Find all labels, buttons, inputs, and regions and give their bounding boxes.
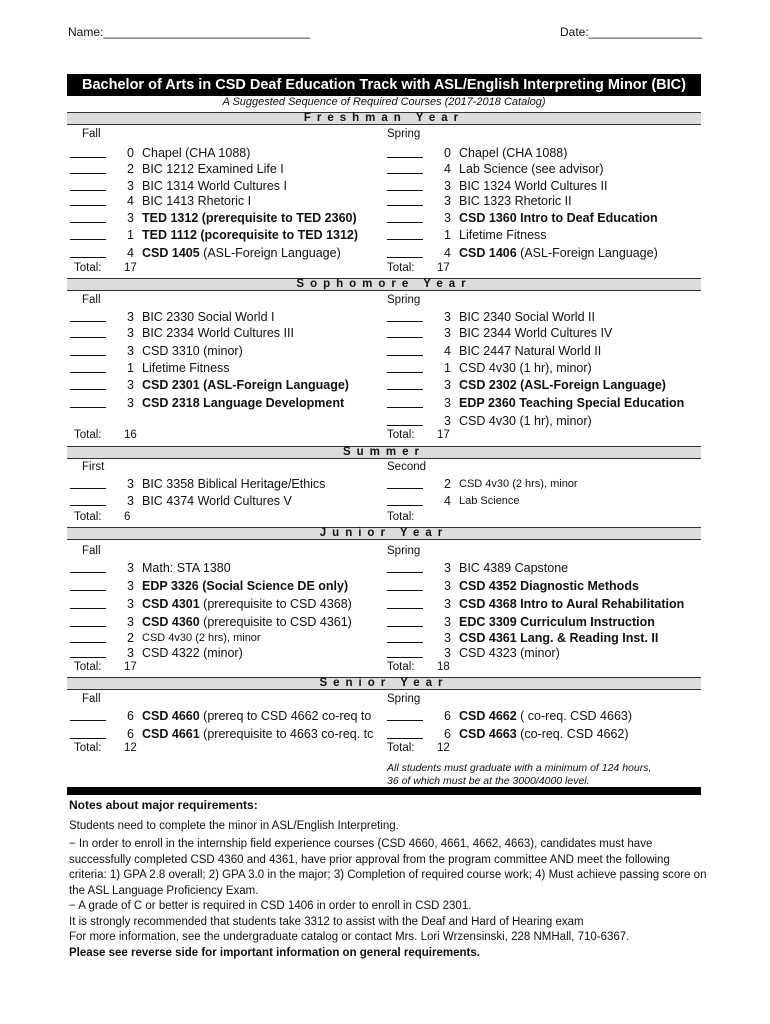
- total-value: 12: [124, 742, 137, 754]
- grade-blank[interactable]: [387, 343, 423, 356]
- course-note: (prerequisite to CSD 4361): [199, 615, 352, 629]
- sophomore-course-row: [70, 343, 386, 360]
- credit-hours: 3: [444, 310, 451, 324]
- summer-right-total: [387, 511, 415, 523]
- credit-hours: 3: [127, 579, 134, 593]
- course-code: EDC 3309 Curriculum Instruction: [459, 615, 655, 629]
- notes-section: [69, 798, 709, 961]
- course-name: [459, 309, 707, 326]
- senior-year-title: Senior Year: [319, 677, 449, 689]
- total-value: 18: [437, 661, 450, 673]
- sophomore-course-row: [387, 413, 707, 430]
- sophomore-course-row: [70, 325, 386, 342]
- credit-hours: 3: [444, 579, 451, 593]
- credit-hours: 3: [127, 310, 134, 324]
- course-name: [459, 395, 707, 412]
- notes-grade-requirement: − A grade of C or better is required in CSD 1406 in order to enroll in CSD 2301.: [69, 900, 472, 912]
- grade-blank[interactable]: [70, 560, 106, 573]
- course-code: Lab Science (see advisor): [459, 162, 604, 176]
- total-label: Total:: [74, 661, 102, 673]
- course-code: BIC 2330 Social World I: [142, 310, 275, 324]
- course-name: [459, 145, 707, 162]
- course-name: [459, 377, 707, 394]
- grade-blank[interactable]: [387, 193, 423, 206]
- graduation-note-line-1: All students must graduate with a minimum of 124 hours,: [387, 762, 652, 774]
- section-divider-black: [67, 787, 701, 795]
- total-label: Total:: [387, 661, 415, 673]
- credit-hours: 0: [127, 146, 134, 160]
- course-code: CSD 1405: [142, 246, 200, 260]
- course-name: [459, 360, 707, 377]
- credit-hours: 3: [127, 646, 134, 660]
- sophomore-left-total: [74, 429, 137, 441]
- junior-course-row: [387, 645, 707, 662]
- freshman-course-row: [387, 193, 707, 210]
- junior-course-row: [387, 614, 707, 631]
- credit-hours: 3: [444, 211, 451, 225]
- credit-hours: 3: [444, 194, 451, 208]
- grade-blank[interactable]: [70, 377, 106, 390]
- grade-blank[interactable]: [387, 708, 423, 721]
- freshman-course-row: [70, 210, 386, 227]
- course-name: [459, 645, 707, 662]
- date-field-label: Date:_________________: [560, 25, 703, 39]
- sophomore-course-row: [387, 395, 707, 412]
- course-note: (prerequisite to 4663 co-req. tc: [199, 727, 374, 741]
- credit-hours: 3: [127, 179, 134, 193]
- course-code: CSD 2302 (ASL-Foreign Language): [459, 378, 666, 392]
- course-code: EDP 3326 (Social Science DE only): [142, 579, 349, 593]
- junior-course-row: [70, 614, 386, 631]
- course-name: [142, 645, 386, 662]
- course-code: BIC 4374 World Cultures V: [142, 494, 292, 508]
- credit-hours: 3: [444, 631, 451, 645]
- course-name: [142, 596, 386, 613]
- course-code: CSD 4v30 (2 hrs), minor: [142, 632, 261, 644]
- credit-hours: 1: [127, 228, 134, 242]
- course-code: BIC 2344 World Cultures IV: [459, 326, 613, 340]
- course-code: CSD 4322 (minor): [142, 646, 243, 660]
- course-code: Lab Science: [459, 495, 520, 507]
- notes-reverse-side: Please see reverse side for important information on general requirements.: [69, 946, 480, 959]
- credit-hours: 3: [127, 344, 134, 358]
- total-label: Total:: [387, 511, 415, 523]
- course-code: BIC 2340 Social World II: [459, 310, 595, 324]
- sophomore-right-total: [387, 429, 450, 441]
- course-code: Math: STA 1380: [142, 561, 231, 575]
- course-code: BIC 2334 World Cultures III: [142, 326, 294, 340]
- sophomore-course-row: [387, 325, 707, 342]
- junior-course-row: [70, 645, 386, 662]
- senior-left-total: [74, 742, 137, 754]
- credit-hours: 4: [127, 194, 134, 208]
- credit-hours: 4: [444, 344, 451, 358]
- credit-hours: 3: [444, 615, 451, 629]
- credit-hours: 3: [127, 477, 134, 491]
- page-subtitle: A Suggested Sequence of Required Courses (2017-2018 Catalog): [222, 96, 546, 108]
- notes-recommendation: It is strongly recommended that students take 3312 to assist with the Deaf and Hard of Hearing exam: [69, 915, 584, 928]
- sophomore-right-semester-label: Spring: [387, 294, 421, 306]
- credit-hours: 3: [127, 561, 134, 575]
- course-code: CSD 4v30 (2 hrs), minor: [459, 478, 578, 490]
- course-name: [142, 210, 386, 227]
- credit-hours: 4: [444, 162, 451, 176]
- course-name: [459, 578, 707, 595]
- course-note: (ASL-Foreign Language): [516, 246, 658, 260]
- credit-hours: 3: [444, 396, 451, 410]
- course-name: [459, 413, 707, 430]
- grade-blank[interactable]: [387, 325, 423, 338]
- grade-blank[interactable]: [70, 395, 106, 408]
- course-note: ( co-req. CSD 4663): [516, 709, 633, 723]
- grade-blank[interactable]: [387, 726, 423, 739]
- course-code: CSD 1360 Intro to Deaf Education: [459, 211, 658, 225]
- grade-blank[interactable]: [387, 360, 423, 373]
- sophomore-course-row: [387, 309, 707, 326]
- sophomore-course-row: [387, 360, 707, 377]
- credit-hours: 6: [444, 727, 451, 741]
- total-label: Total:: [74, 511, 102, 523]
- junior-year-title: Junior Year: [319, 527, 449, 539]
- total-value: 17: [437, 262, 450, 274]
- freshman-course-row: [387, 227, 707, 244]
- grade-blank[interactable]: [387, 413, 423, 426]
- credit-hours: 2: [127, 162, 134, 176]
- credit-hours: 4: [127, 246, 134, 260]
- course-code: CSD 4301: [142, 597, 200, 611]
- sophomore-year-title: Sophomore Year: [296, 278, 472, 290]
- junior-course-row: [70, 596, 386, 613]
- course-name: [459, 493, 707, 510]
- senior-course-row: [70, 726, 386, 743]
- course-code: CSD 1406: [459, 246, 517, 260]
- freshman-course-row: [387, 210, 707, 227]
- course-name: [459, 476, 707, 493]
- credit-hours: 1: [444, 228, 451, 242]
- freshman-year-header: [67, 112, 701, 125]
- course-code: BIC 1212 Examined Life I: [142, 162, 284, 176]
- freshman-course-row: [70, 245, 386, 262]
- course-code: CSD 4660: [142, 709, 200, 723]
- course-code: Chapel (CHA 1088): [142, 146, 251, 160]
- grade-blank[interactable]: [70, 493, 106, 506]
- grade-blank[interactable]: [70, 227, 106, 240]
- credit-hours: 0: [444, 146, 451, 160]
- grade-blank[interactable]: [387, 596, 423, 609]
- grade-blank[interactable]: [387, 578, 423, 591]
- credit-hours: 3: [444, 378, 451, 392]
- freshman-left-total: [74, 262, 137, 274]
- grade-blank[interactable]: [70, 596, 106, 609]
- grade-blank[interactable]: [387, 145, 423, 158]
- course-code: BIC 2447 Natural World II: [459, 344, 602, 358]
- grade-blank[interactable]: [387, 645, 423, 658]
- name-field-label: Name:_______________________________: [68, 25, 311, 39]
- course-code: BIC 1413 Rhetoric I: [142, 194, 252, 208]
- course-name: [142, 343, 386, 360]
- course-name: [142, 161, 386, 178]
- course-name: [459, 343, 707, 360]
- course-code: EDP 2360 Teaching Special Education: [459, 396, 685, 410]
- grade-blank[interactable]: [70, 578, 106, 591]
- summer-course-row: [387, 476, 707, 493]
- credit-hours: 3: [127, 396, 134, 410]
- course-code: CSD 4323 (minor): [459, 646, 560, 660]
- freshman-course-row: [387, 161, 707, 178]
- summer-course-row: [387, 493, 707, 510]
- grade-blank[interactable]: [387, 161, 423, 174]
- freshman-right-total: [387, 262, 450, 274]
- credit-hours: 3: [444, 646, 451, 660]
- course-name: [142, 493, 386, 510]
- notes-minor: Students need to complete the minor in ASL/English Interpreting.: [69, 819, 399, 832]
- sophomore-course-row: [387, 377, 707, 394]
- junior-course-row: [70, 578, 386, 595]
- course-code: BIC 4389 Capstone: [459, 561, 569, 575]
- credit-hours: 3: [127, 211, 134, 225]
- freshman-course-row: [387, 245, 707, 262]
- credit-hours: 3: [127, 494, 134, 508]
- course-name: [142, 309, 386, 326]
- credit-hours: 6: [127, 709, 134, 723]
- credit-hours: 3: [444, 414, 451, 428]
- course-code: Lifetime Fitness: [459, 228, 547, 242]
- summer-course-row: [70, 493, 386, 510]
- freshman-year-title: Freshman Year: [303, 112, 465, 124]
- grade-blank[interactable]: [387, 309, 423, 322]
- notes-contact: For more information, see the undergraduate catalog or contact Mrs. Lori Wrzensinski, 228 NMHall, 710-6367.: [69, 931, 630, 943]
- course-name: [459, 245, 707, 262]
- course-note: (ASL-Foreign Language): [199, 246, 341, 260]
- junior-course-row: [387, 596, 707, 613]
- junior-left-semester-label: Fall: [82, 545, 101, 557]
- total-label: Total:: [74, 262, 102, 274]
- notes-internship: − In order to enroll in the internship field experience courses (CSD 4660, 4661, 4662, 4663), candidates must have successfully completed CSD 4360 and 4361, have prior approval from the program committee AND meet the following criteria: 1) GPA 2.8 overall; 2) GPA 3.0 in the major; 3) Completion of required course work; 4) Must achieve passing score on the ASL Language Proficiency Exam.: [69, 838, 707, 897]
- course-code: Chapel (CHA 1088): [459, 146, 568, 160]
- course-code: CSD 2318 Language Development: [142, 396, 345, 410]
- credit-hours: 2: [127, 631, 134, 645]
- total-value: 12: [437, 742, 450, 754]
- credit-hours: 4: [444, 494, 451, 508]
- sophomore-course-row: [70, 360, 386, 377]
- freshman-course-row: [70, 145, 386, 162]
- grade-blank[interactable]: [70, 245, 106, 258]
- course-name: [459, 193, 707, 210]
- senior-year-header: [67, 677, 701, 690]
- course-name: [142, 377, 386, 394]
- course-name: [142, 395, 386, 412]
- junior-right-semester-label: Spring: [387, 545, 421, 557]
- course-code: CSD 4662: [459, 709, 517, 723]
- senior-course-row: [70, 708, 386, 725]
- junior-course-row: [387, 560, 707, 577]
- credit-hours: 6: [127, 727, 134, 741]
- summer-left-total: [74, 511, 131, 523]
- course-name: [459, 210, 707, 227]
- grade-blank[interactable]: [387, 560, 423, 573]
- course-name: [459, 596, 707, 613]
- graduation-note-line-2: 36 of which must be at the 3000/4000 level.: [387, 775, 590, 787]
- course-name: [142, 614, 386, 631]
- total-label: Total:: [387, 742, 415, 754]
- credit-hours: 4: [444, 246, 451, 260]
- grade-blank[interactable]: [387, 614, 423, 627]
- sophomore-course-row: [387, 343, 707, 360]
- credit-hours: 2: [444, 477, 451, 491]
- freshman-course-row: [70, 193, 386, 210]
- grade-blank[interactable]: [387, 395, 423, 408]
- credit-hours: 3: [127, 615, 134, 629]
- grade-blank[interactable]: [387, 476, 423, 489]
- grade-blank[interactable]: [70, 726, 106, 739]
- sophomore-left-semester-label: Fall: [82, 294, 101, 306]
- credit-hours: 3: [444, 597, 451, 611]
- total-label: Total:: [74, 429, 102, 441]
- notes-heading: Notes about major requirements:: [69, 798, 258, 812]
- junior-course-row: [387, 578, 707, 595]
- course-name: [142, 227, 386, 244]
- course-note: (prerequisite to CSD 4368): [199, 597, 352, 611]
- grade-blank[interactable]: [387, 210, 423, 223]
- total-label: Total:: [74, 742, 102, 754]
- course-name: [459, 161, 707, 178]
- total-value: 17: [124, 661, 137, 673]
- course-code: CSD 3310 (minor): [142, 344, 243, 358]
- total-value: 16: [124, 429, 137, 441]
- junior-year-header: [67, 527, 701, 540]
- credit-hours: 6: [444, 709, 451, 723]
- total-value: 17: [437, 429, 450, 441]
- course-name: [142, 578, 386, 595]
- grade-blank[interactable]: [387, 227, 423, 240]
- grade-blank[interactable]: [387, 245, 423, 258]
- course-note: (prereq to CSD 4662 co-req to: [199, 709, 372, 723]
- credit-hours: 1: [444, 361, 451, 375]
- total-value: 17: [124, 262, 137, 274]
- course-code: CSD 2301 (ASL-Foreign Language): [142, 378, 349, 392]
- credit-hours: 3: [127, 378, 134, 392]
- course-name: [142, 245, 386, 262]
- course-name: [142, 145, 386, 162]
- summer-year-header: [67, 446, 701, 459]
- credit-hours: 3: [127, 597, 134, 611]
- grade-blank[interactable]: [70, 210, 106, 223]
- freshman-left-semester-label: Fall: [82, 128, 101, 140]
- sophomore-course-row: [70, 395, 386, 412]
- grade-blank[interactable]: [70, 178, 106, 191]
- course-name: [459, 708, 707, 725]
- grade-blank[interactable]: [70, 476, 106, 489]
- course-name: [142, 360, 386, 377]
- grade-blank[interactable]: [70, 309, 106, 322]
- course-code: CSD 4360: [142, 615, 200, 629]
- course-code: CSD 4368 Intro to Aural Rehabilitation: [459, 597, 685, 611]
- credit-hours: 3: [444, 179, 451, 193]
- credit-hours: 1: [127, 361, 134, 375]
- grade-blank[interactable]: [70, 645, 106, 658]
- senior-course-row: [387, 726, 707, 743]
- freshman-course-row: [70, 161, 386, 178]
- summer-course-row: [70, 476, 386, 493]
- course-name: [142, 726, 386, 743]
- senior-right-semester-label: Spring: [387, 693, 421, 705]
- grade-blank[interactable]: [70, 193, 106, 206]
- course-code: CSD 4361 Lang. & Reading Inst. II: [459, 631, 659, 645]
- course-code: CSD 4352 Diagnostic Methods: [459, 579, 639, 593]
- junior-left-total: [74, 661, 137, 673]
- grade-blank[interactable]: [70, 325, 106, 338]
- grade-blank[interactable]: [70, 360, 106, 373]
- page-title: Bachelor of Arts in CSD Deaf Education Track with ASL/English Interpreting Minor (BIC): [67, 74, 701, 96]
- grade-blank[interactable]: [70, 614, 106, 627]
- grade-blank[interactable]: [70, 708, 106, 721]
- course-name: [459, 560, 707, 577]
- summer-right-semester-label: Second: [387, 461, 427, 473]
- course-name: [459, 614, 707, 631]
- senior-right-total: [387, 742, 450, 754]
- junior-course-row: [70, 560, 386, 577]
- grade-blank[interactable]: [387, 493, 423, 506]
- total-value: 6: [124, 511, 131, 523]
- sophomore-course-row: [70, 309, 386, 326]
- grade-blank[interactable]: [387, 630, 423, 643]
- course-name: [459, 227, 707, 244]
- junior-right-total: [387, 661, 450, 673]
- freshman-right-semester-label: Spring: [387, 128, 421, 140]
- grade-blank[interactable]: [387, 377, 423, 390]
- course-name: [142, 325, 386, 342]
- course-code: CSD 4663: [459, 727, 517, 741]
- course-code: BIC 1323 Rhetoric II: [459, 194, 572, 208]
- grade-blank[interactable]: [70, 145, 106, 158]
- sophomore-course-row: [70, 377, 386, 394]
- course-note: (co-req. CSD 4662): [516, 727, 629, 741]
- course-code: BIC 1314 World Cultures I: [142, 179, 287, 193]
- freshman-course-row: [387, 145, 707, 162]
- course-code: Lifetime Fitness: [142, 361, 230, 375]
- sophomore-year-header: [67, 278, 701, 291]
- total-label: Total:: [387, 262, 415, 274]
- course-name: [142, 708, 386, 725]
- summer-year-title: Summer: [342, 446, 426, 458]
- senior-left-semester-label: Fall: [82, 693, 101, 705]
- senior-course-row: [387, 708, 707, 725]
- grade-blank[interactable]: [70, 161, 106, 174]
- course-code: TED 1112 (pcorequisite to TED 1312): [142, 228, 359, 242]
- course-code: CSD 4v30 (1 hr), minor): [459, 414, 592, 428]
- credit-hours: 3: [127, 326, 134, 340]
- course-name: [142, 193, 386, 210]
- course-code: CSD 4v30 (1 hr), minor): [459, 361, 592, 375]
- course-name: [142, 476, 386, 493]
- summer-left-semester-label: First: [82, 461, 105, 473]
- credit-hours: 3: [444, 326, 451, 340]
- credit-hours: 3: [444, 561, 451, 575]
- course-code: BIC 3358 Biblical Heritage/Ethics: [142, 477, 326, 491]
- course-code: CSD 4661: [142, 727, 200, 741]
- freshman-course-row: [70, 227, 386, 244]
- grade-blank[interactable]: [70, 630, 106, 643]
- grade-blank[interactable]: [70, 343, 106, 356]
- course-code: BIC 1324 World Cultures II: [459, 179, 608, 193]
- grade-blank[interactable]: [387, 178, 423, 191]
- course-code: TED 1312 (prerequisite to TED 2360): [142, 211, 357, 225]
- total-label: Total:: [387, 429, 415, 441]
- course-name: [459, 726, 707, 743]
- course-name: [142, 560, 386, 577]
- course-name: [459, 325, 707, 342]
